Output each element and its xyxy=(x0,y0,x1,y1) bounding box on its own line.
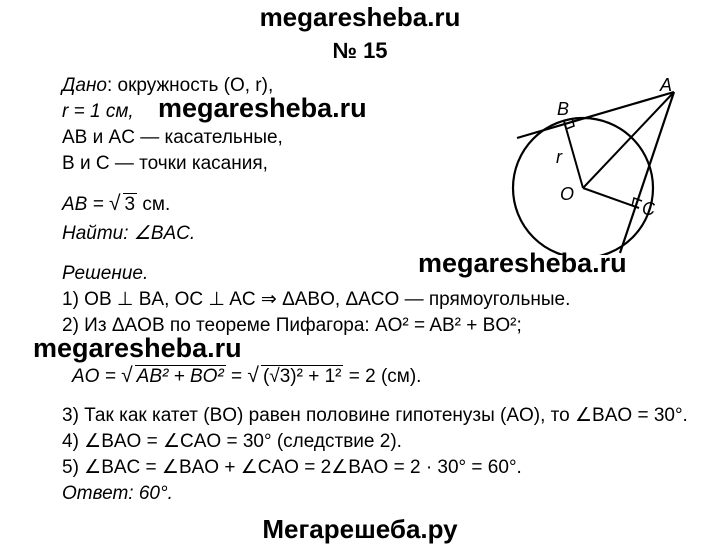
site-title: megaresheba.ru xyxy=(259,2,461,32)
given-tangents: AB и AC — касательные, xyxy=(62,127,283,148)
ab-left: AB = xyxy=(62,194,109,215)
footer-site: Мегарешеба.ру xyxy=(262,514,458,544)
answer-value: : 60°. xyxy=(128,483,173,504)
watermark: megaresheba.ru xyxy=(418,248,627,278)
solution-step-3: 3) Так как катет (BO) равен половине гипотенузы (AO), то ∠BAO = 30°. xyxy=(62,405,688,426)
given-radius: r = 1 см, xyxy=(62,101,134,122)
sqrt-sign: √ xyxy=(121,364,133,387)
solution-heading: Решение. xyxy=(62,263,149,284)
geometry-figure xyxy=(500,75,700,255)
formula-radicand: AB² + BO² xyxy=(136,366,224,387)
formula-left: AO = xyxy=(72,366,122,387)
watermark: megaresheba.ru xyxy=(158,93,367,123)
problem-number: № 15 xyxy=(332,38,388,63)
given-find xyxy=(62,223,195,245)
radius-ob xyxy=(564,121,583,188)
solution-formula xyxy=(72,365,421,388)
sqrt-sign: √ xyxy=(109,192,121,215)
radius-oc xyxy=(583,188,639,208)
find-label: Найти xyxy=(62,223,124,244)
solution-step-1: 1) OB ⊥ BA, OC ⊥ AC ⇒ ΔABO, ΔACO — прямоугольные. xyxy=(62,289,571,310)
formula-right: = 2 (см). xyxy=(343,366,422,387)
ab-sqrt-value: 3 xyxy=(124,194,136,215)
given-points: B и C — точки касания, xyxy=(62,153,268,174)
sqrt-sign: √ xyxy=(247,364,259,387)
formula-radicand-2: (√3)² + 1² xyxy=(262,366,342,387)
find-value: : ∠BAC. xyxy=(123,223,196,244)
watermark: megaresheba.ru xyxy=(33,333,242,363)
formula-mid: = xyxy=(225,366,248,387)
label-c: C xyxy=(642,199,655,219)
label-a: A xyxy=(660,75,673,95)
ab-unit: см. xyxy=(137,194,171,215)
given-ab xyxy=(62,193,170,216)
solution-answer xyxy=(62,483,173,505)
solution-step-2: 2) Из ΔAOB по теореме Пифагора: AO² = AB² + BO²; xyxy=(62,315,522,336)
given-label: Дано xyxy=(62,75,107,96)
tangent-line-ab xyxy=(517,92,674,138)
label-o: O xyxy=(560,184,575,204)
solution-step-4: 4) ∠BAO = ∠CAO = 30° (следствие 2). xyxy=(62,431,402,452)
given-circle-text: : окружность (O, r), xyxy=(106,75,274,96)
label-r: r xyxy=(556,147,562,167)
label-b: B xyxy=(557,99,570,119)
solution-step-5: 5) ∠BAC = ∠BAO + ∠CAO = 2∠BAO = 2 · 30° = 60°. xyxy=(62,457,522,478)
answer-label: Ответ xyxy=(62,483,129,504)
tangent-line-ac xyxy=(620,92,674,253)
